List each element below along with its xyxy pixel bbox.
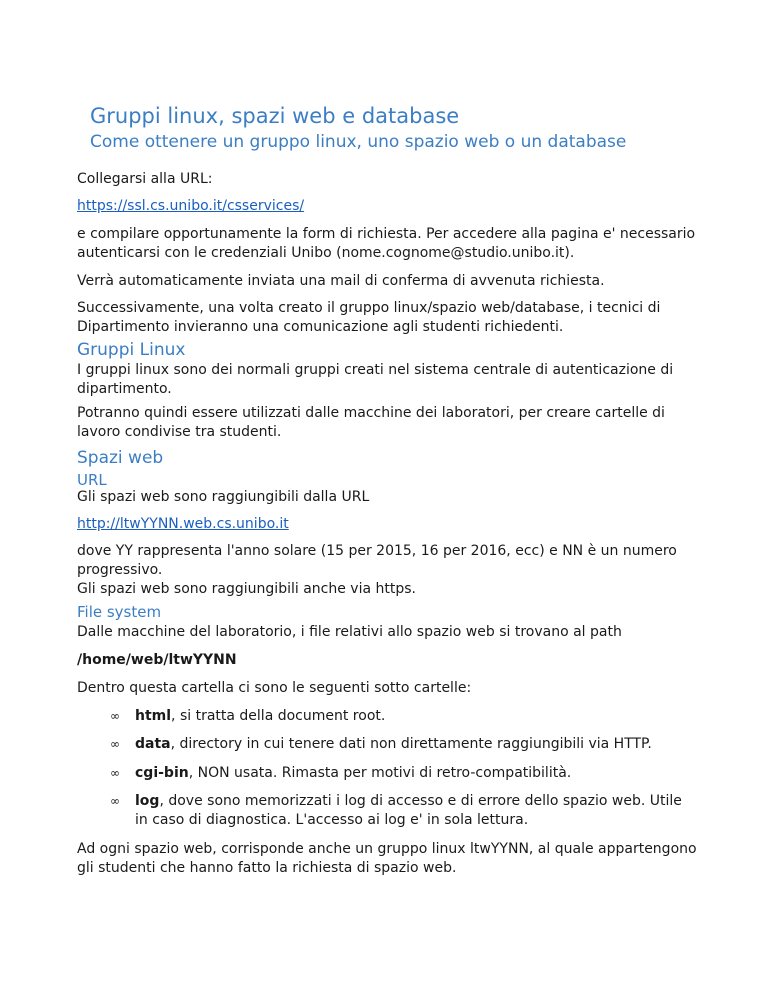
bullet-icon: ∞ — [110, 766, 120, 780]
file-system-paragraph: Dalle macchine del laboratorio, i file relativi allo spazio web si trovano al path — [77, 624, 622, 640]
subfolders-intro-paragraph: Dentro questa cartella ci sono le seguenti sotto cartelle: — [77, 680, 472, 696]
form-instructions-paragraph: e compilare opportunamente la form di richiesta. Per accedere alla pagina e' necessario autenticarsi con le credenziali Unibo (nome.cognome@studio.unibo.it). — [77, 226, 696, 261]
section-heading-spazi-web: Spazi web — [77, 448, 164, 468]
subsection-heading-file-system: File system — [77, 603, 162, 621]
spazi-web-link-paragraph — [77, 515, 697, 534]
folder-description: , dove sono memorizzati i log di accesso e di errore dello spazio web. Utile in caso di diagnostica. L'accesso ai log e' in sola lettura. — [135, 793, 682, 828]
gruppi-linux-paragraph-1: I gruppi linux sono dei normali gruppi creati nel sistema centrale di autenticazione di dipartimento. — [77, 362, 674, 397]
confirmation-paragraph: Verrà automaticamente inviata una mail di conferma di avvenuta richiesta. — [77, 273, 605, 289]
spazi-web-link[interactable]: http://ltwYYNN.web.cs.unibo.it — [77, 516, 289, 532]
spazi-web-https-paragraph: Gli spazi web sono raggiungibili anche via https. — [77, 581, 416, 597]
spazi-web-url-paragraph: Gli spazi web sono raggiungibili dalla URL — [77, 489, 370, 505]
intro-paragraph: Collegarsi alla URL: — [77, 171, 213, 187]
group-membership-paragraph: Ad ogni spazio web, corrisponde anche un gruppo linux ltwYYNN, al quale appartengono gli studenti che hanno fatto la richiesta di spazio web. — [77, 841, 697, 876]
spazi-web-naming-paragraph: dove YY rappresenta l'anno solare (15 per 2015, 16 per 2016, ecc) e NN è un numero progressivo. — [77, 543, 677, 578]
folder-description: , si tratta della document root. — [171, 708, 386, 724]
section-heading-gruppi-linux: Gruppi Linux — [77, 340, 186, 360]
gruppi-linux-paragraph-2: Potranno quindi essere utilizzati dalle macchine dei laboratori, per creare cartelle di lavoro condivise tra studenti. — [77, 405, 665, 440]
folder-name: log — [135, 793, 160, 809]
page-title: Gruppi linux, spazi web e database — [90, 104, 460, 128]
folder-description: , directory in cui tenere dati non direttamente raggiungibili via HTTP. — [170, 736, 652, 752]
services-link[interactable]: https://ssl.cs.unibo.it/csservices/ — [77, 198, 305, 214]
bullet-icon: ∞ — [110, 737, 120, 751]
subsection-heading-url: URL — [77, 471, 107, 489]
bullet-icon: ∞ — [110, 794, 120, 808]
folder-description: , NON usata. Rimasta per motivi di retro-compatibilità. — [188, 765, 572, 781]
services-link-paragraph — [77, 197, 697, 216]
bullet-icon: ∞ — [110, 709, 120, 723]
file-system-path: /home/web/ltwYYNN — [77, 652, 237, 668]
page-subtitle: Come ottenere un gruppo linux, uno spazio web o un database — [90, 132, 627, 152]
followup-paragraph: Successivamente, una volta creato il gruppo linux/spazio web/database, i tecnici di Dipartimento invieranno una comunicazione agli studenti richiedenti. — [77, 300, 661, 335]
folder-name: cgi-bin — [135, 765, 189, 781]
folder-name: data — [135, 736, 171, 752]
folder-name: html — [135, 708, 172, 724]
